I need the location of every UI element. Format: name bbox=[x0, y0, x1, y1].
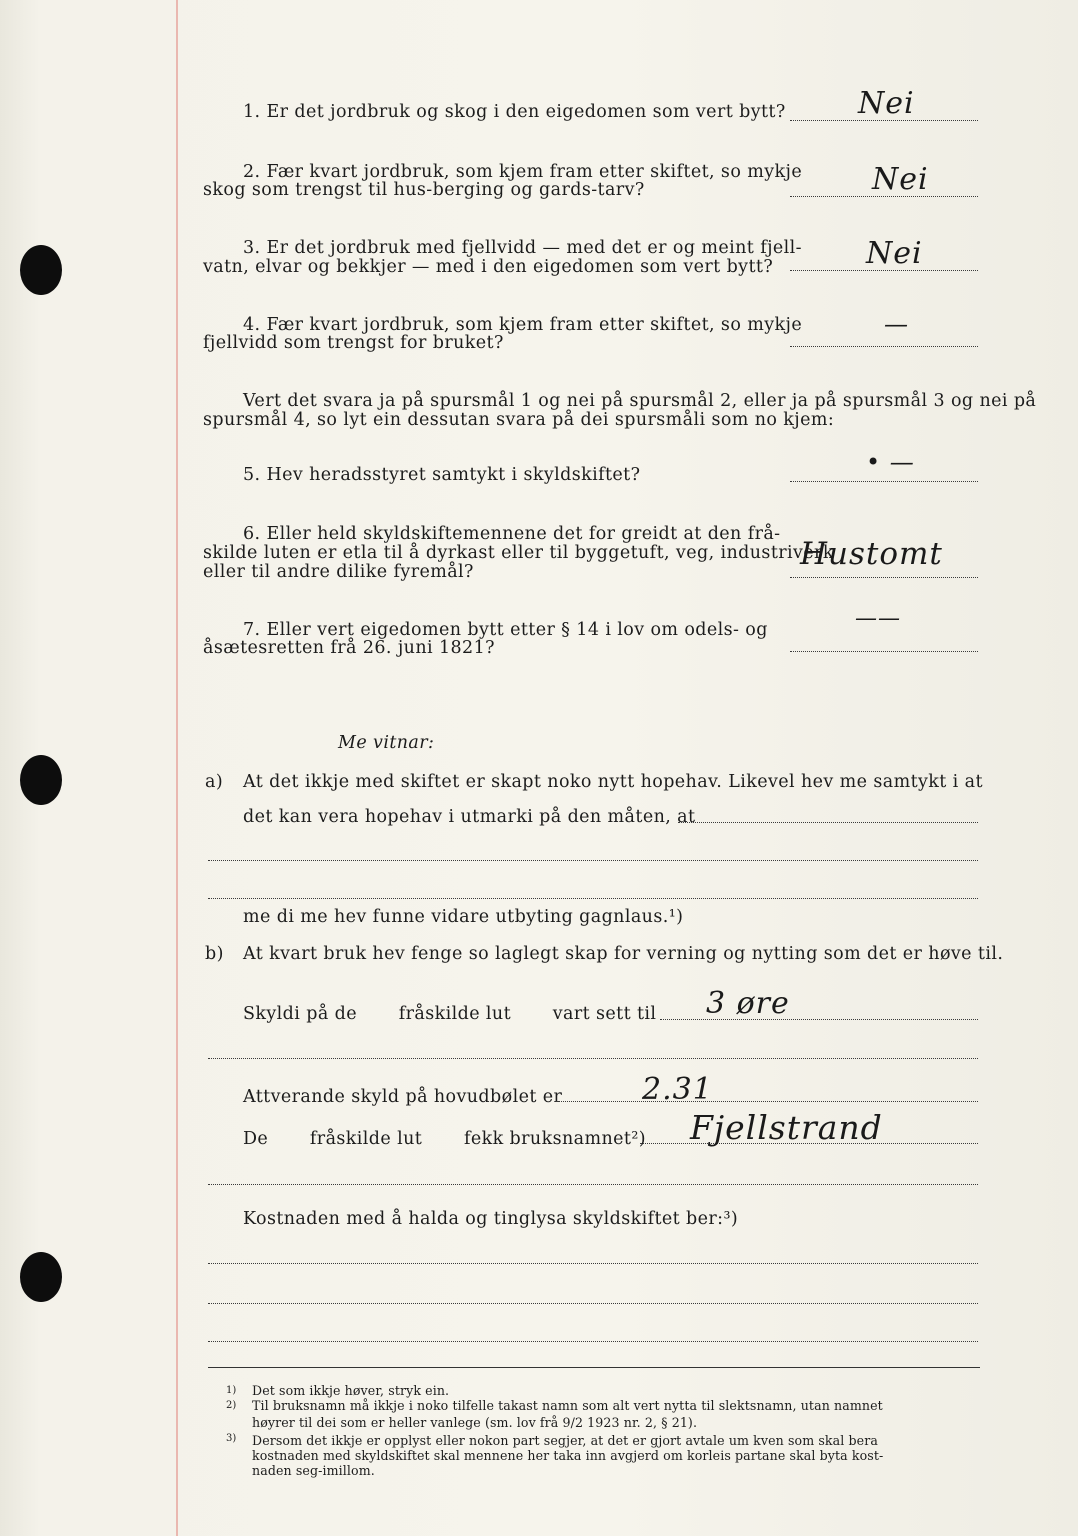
question-2-line-2: skog som trengst til hus‑berging og gards‑tarv? bbox=[203, 180, 645, 200]
footnote-3-line-1: Dersom det ikkje er opplyst eller nokon part segjer, at det er gjort avtale um kven som skal bera bbox=[252, 1433, 878, 1448]
question-6-line-3: eller til andre dilike fyremål? bbox=[203, 562, 474, 582]
punch-hole bbox=[20, 245, 62, 295]
footnote-2-line-1: Til bruksnamn må ikkje i noko tilfelle takast namn som alt vert nytta til slektsnamn, utan namnet bbox=[252, 1398, 883, 1413]
bruksnamn-label: De fråskilde lut fekk bruksnamnet²) bbox=[243, 1129, 646, 1149]
fill-line bbox=[208, 1058, 978, 1059]
answer-6: Hustomt bbox=[800, 536, 943, 572]
attverande-label: Attverande skyld på hovudbølet er bbox=[243, 1087, 563, 1107]
witness-b-label: b) bbox=[205, 944, 224, 964]
answer-5: • — bbox=[866, 448, 915, 476]
answer-line-4 bbox=[790, 346, 978, 347]
footnote-3-line-3: naden seg‑imillom. bbox=[252, 1463, 375, 1478]
question-3-line-2: vatn, elvar og bekkjer — med i den eigedomen som vert bytt? bbox=[203, 257, 774, 277]
question-7-line-2: åsætesretten frå 26. juni 1821? bbox=[203, 638, 495, 658]
answer-7: —— bbox=[855, 606, 901, 631]
skyld-value: 3 øre bbox=[706, 986, 790, 1021]
fill-line bbox=[208, 1341, 978, 1342]
question-6-line-1: 6. Eller held skyldskiftemennene det for greidt at den frå‑ bbox=[243, 524, 781, 544]
question-1-line-1: 1. Er det jordbruk og skog i den eigedomen som vert bytt? bbox=[243, 102, 786, 122]
fill-line bbox=[208, 898, 978, 899]
question-4-line-2: fjellvidd som trengst for bruket? bbox=[203, 333, 504, 353]
footnote-1: Det som ikkje høver, stryk ein. bbox=[252, 1383, 450, 1398]
bruksnamn-value: Fjellstrand bbox=[690, 1108, 883, 1147]
witness-a-label: a) bbox=[205, 772, 224, 792]
fill-line bbox=[208, 1263, 978, 1264]
fill-line bbox=[208, 1303, 978, 1304]
footnote-rule bbox=[208, 1367, 980, 1368]
kostnad-label: Kostnaden med å halda og tinglysa skyldskiftet ber:³) bbox=[243, 1209, 739, 1229]
answer-4: — bbox=[884, 310, 909, 338]
punch-hole bbox=[20, 755, 62, 805]
footnote-3-number: 3) bbox=[226, 1433, 237, 1444]
question-7-line-1: 7. Eller vert eigedomen bytt etter § 14 i lov om odels‑ og bbox=[243, 620, 768, 640]
answer-3: Nei bbox=[866, 236, 923, 271]
punch-hole bbox=[20, 1252, 62, 1302]
witness-heading: Me vitnar: bbox=[338, 733, 435, 753]
margin-line bbox=[176, 0, 178, 1536]
answer-line-6 bbox=[790, 577, 978, 578]
witness-b-line-1: At kvart bruk hev fenge so laglegt skap for verning og nytting som det er høve til. bbox=[243, 944, 1004, 964]
intro-text-line-1: Vert det svara ja på spursmål 1 og nei på spursmål 2, eller ja på spursmål 3 og nei på bbox=[243, 391, 1037, 411]
question-2-line-1: 2. Fær kvart jordbruk, som kjem fram etter skiftet, so mykje bbox=[243, 162, 803, 182]
answer-line-5 bbox=[790, 481, 978, 482]
fill-line bbox=[208, 860, 978, 861]
footnote-1-number: 1) bbox=[226, 1385, 237, 1396]
witness-a-line-2: det kan vera hopehav i utmarki på den måten, at bbox=[243, 807, 696, 827]
question-4-line-1: 4. Fær kvart jordbruk, som kjem fram etter skiftet, so mykje bbox=[243, 315, 803, 335]
question-3-line-1: 3. Er det jordbruk med fjellvidd — med det er og meint fjell‑ bbox=[243, 238, 802, 258]
answer-1: Nei bbox=[858, 86, 915, 121]
question-6-line-2: skilde luten er etla til å dyrkast eller til byggetuft, veg, industriverk bbox=[203, 543, 834, 563]
question-5: 5. Hev heradsstyret samtykt i skyldskiftet? bbox=[243, 465, 641, 485]
fill-line bbox=[678, 822, 978, 823]
footnote-3-line-2: kostnaden med skyldskiftet skal mennene her taka inn avgjerd om korleis partane skal byta kost‑ bbox=[252, 1448, 884, 1463]
fill-line bbox=[208, 1184, 978, 1185]
attverande-line bbox=[556, 1101, 978, 1102]
witness-a-line-3: me di me hev funne vidare utbyting gagnlaus.¹) bbox=[243, 907, 684, 927]
attverande-value: 2.31 bbox=[642, 1072, 713, 1107]
answer-line-7 bbox=[790, 651, 978, 652]
footnote-2-line-2: høyrer til dei som er heller vanlege (sm. lov frå 9/2 1923 nr. 2, § 21). bbox=[252, 1415, 698, 1430]
witness-a-line-1: At det ikkje med skiftet er skapt noko nytt hopehav. Likevel hev me samtykt i at bbox=[243, 772, 983, 792]
intro-text-line-2: spursmål 4, so lyt ein dessutan svara på dei spursmåli som no kjem: bbox=[203, 410, 835, 430]
answer-2: Nei bbox=[872, 162, 929, 197]
skyld-label: Skyldi på de fråskilde lut vart sett til bbox=[243, 1004, 657, 1024]
footnote-2-number: 2) bbox=[226, 1400, 237, 1411]
